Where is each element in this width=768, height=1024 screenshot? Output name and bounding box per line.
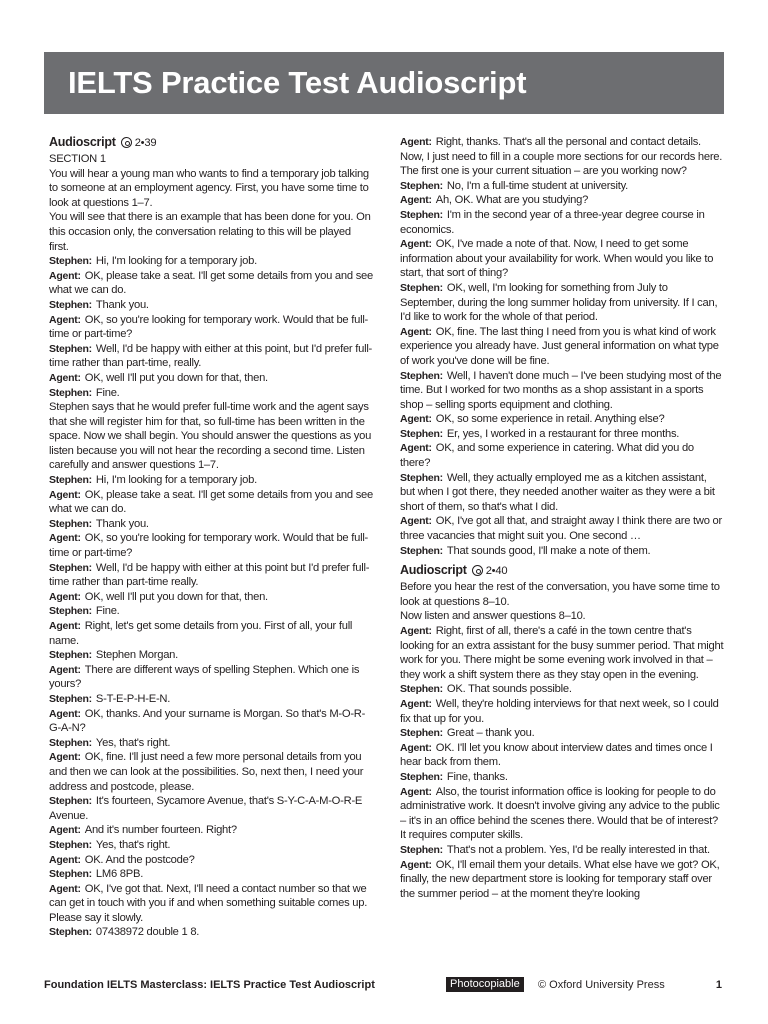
line-text: Stephen says that he would prefer full-time work and the agent says that she will register him for that, so full-time has been written in the space. Now we shall begin. You should answer the questions as you listen because you will not hear the recording a second time. Listen carefully and answer questions 1–7. xyxy=(49,401,372,472)
page-title: IELTS Practice Test Audioscript xyxy=(68,65,527,100)
right-column xyxy=(400,135,724,901)
speaker-label: Agent: xyxy=(49,488,81,501)
speaker-label: Stephen: xyxy=(400,770,443,783)
speaker-label: Agent: xyxy=(400,413,432,426)
dialogue-line xyxy=(49,692,373,707)
dialogue-line xyxy=(400,544,724,559)
line-text: OK, I've made a note of that. Now, I need to get some information about your availability for work. When would you like to start, that sort of thing? xyxy=(400,238,714,280)
line-text: Right, first of all, there's a café in the town centre that's looking for an extra assistant for the busy summer period. That might work for you. There might be some evening work involved in that – they work a shift system there as they stay open in the evening. xyxy=(400,625,724,681)
dialogue-line xyxy=(49,531,373,560)
speaker-label: Stephen: xyxy=(49,736,92,749)
speaker-label: Stephen: xyxy=(400,843,443,856)
speaker-label: Stephen: xyxy=(49,561,92,574)
speaker-label: Stephen: xyxy=(400,683,443,696)
dialogue-line xyxy=(49,707,373,736)
dialogue-line xyxy=(49,371,373,386)
speaker-label: Agent: xyxy=(400,325,432,338)
speaker-label: Stephen: xyxy=(400,727,443,740)
line-text: OK, thanks. And your surname is Morgan. So that's M-O-R-G-A-N? xyxy=(49,707,366,735)
dialogue-line xyxy=(49,386,373,401)
speaker-label: Agent: xyxy=(49,371,81,384)
line-text: Hi, I'm looking for a temporary job. xyxy=(95,474,257,487)
speaker-label: Agent: xyxy=(49,882,81,895)
line-text: Stephen Morgan. xyxy=(95,649,179,662)
dialogue-line xyxy=(400,471,724,515)
speaker-label: Stephen: xyxy=(49,795,92,808)
dialogue-line xyxy=(400,193,724,208)
dialogue-line xyxy=(400,179,724,194)
line-text: Fine, thanks. xyxy=(446,770,508,783)
page-number: 1 xyxy=(715,979,722,991)
footer xyxy=(44,976,724,994)
speaker-label: Stephen: xyxy=(49,517,92,530)
line-text: S-T-E-P-H-E-N. xyxy=(95,692,171,705)
photocopiable-badge: Photocopiable xyxy=(446,977,524,992)
speaker-label: Agent: xyxy=(400,785,432,798)
dialogue-line xyxy=(400,281,724,325)
dialogue-line xyxy=(49,517,373,532)
line-text: Thank you. xyxy=(95,517,149,530)
speaker-label: Agent: xyxy=(49,532,81,545)
dialogue-line xyxy=(49,313,373,342)
line-text: OK. That sounds possible. xyxy=(446,683,572,696)
speaker-label: Agent: xyxy=(49,269,81,282)
dialogue-line xyxy=(49,736,373,751)
dialogue-line xyxy=(400,682,724,697)
track-number xyxy=(121,137,157,149)
dialogue-line xyxy=(49,298,373,313)
footer-title: Foundation IELTS Masterclass: IELTS Practice Test Audioscript xyxy=(44,979,375,991)
line-text: No, I'm a full-time student at university. xyxy=(446,179,628,192)
line-text: Great – thank you. xyxy=(446,727,535,740)
speaker-label: Agent: xyxy=(49,663,81,676)
line-text: OK, please take a seat. I'll get some details from you and see what we can do. xyxy=(49,488,373,516)
speaker-label: Agent: xyxy=(49,707,81,720)
line-text: Well, they're holding interviews for that next week, so I could fix that up for you. xyxy=(400,697,719,725)
line-text: Er, yes, I worked in a restaurant for three months. xyxy=(446,427,680,440)
line-text: Fine. xyxy=(95,605,120,618)
dialogue-line xyxy=(49,867,373,882)
right-paragraphs-b xyxy=(400,580,724,901)
dialogue-line xyxy=(400,624,724,682)
line-text: OK, I've got all that, and straight away I think there are two or three vacancies that might suit you. One second … xyxy=(400,515,722,543)
dialogue-line xyxy=(49,882,373,926)
dialogue-line xyxy=(49,488,373,517)
left-column xyxy=(49,134,373,940)
speaker-label: Agent: xyxy=(400,625,432,637)
dialogue-line xyxy=(49,750,373,794)
line-text: There are different ways of spelling Stephen. Which one is yours? xyxy=(49,663,360,691)
audio-disc-icon xyxy=(472,565,483,576)
narration-paragraph xyxy=(49,210,373,254)
speaker-label: Stephen: xyxy=(49,342,92,355)
dialogue-line xyxy=(49,648,373,663)
speaker-label: Stephen: xyxy=(49,474,92,487)
speaker-label: Stephen: xyxy=(49,838,92,851)
line-text: Yes, that's right. xyxy=(95,736,171,749)
track-number-text: 2•39 xyxy=(134,137,157,149)
speaker-label: Agent: xyxy=(49,853,81,866)
speaker-label: Agent: xyxy=(49,313,81,326)
speaker-label: Stephen: xyxy=(49,255,92,268)
line-text: Well, I'd be happy with either at this point, but I'd prefer full-time rather than part-time, really. xyxy=(49,342,373,370)
line-text: OK. I'll let you know about interview dates and times once I hear back from them. xyxy=(400,741,713,769)
dialogue-line xyxy=(400,726,724,741)
narration-paragraph xyxy=(400,609,724,624)
dialogue-line xyxy=(49,269,373,298)
dialogue-line xyxy=(400,208,724,237)
dialogue-line xyxy=(400,741,724,770)
speaker-label: Agent: xyxy=(49,620,81,632)
dialogue-line xyxy=(400,843,724,858)
line-text: You will see that there is an example that has been done for you. On this occasion only, the conversation relating to this will be played first. xyxy=(49,211,371,253)
dialogue-line xyxy=(400,858,724,902)
line-text: Before you hear the rest of the conversation, you have some time to look at questions 8–10. xyxy=(400,581,720,608)
line-text: That sounds good, I'll make a note of them. xyxy=(446,544,651,557)
line-text: You will hear a young man who wants to find a temporary job talking to someone at an employment agency. First, you have some time to look at questions 1–7. xyxy=(49,167,369,209)
speaker-label: Stephen: xyxy=(49,649,92,662)
line-text: OK, well I'll put you down for that, then. xyxy=(84,371,268,384)
speaker-label: Agent: xyxy=(400,194,432,207)
dialogue-line xyxy=(49,473,373,488)
audioscript-heading xyxy=(49,134,373,152)
line-text: OK, so you're looking for temporary work. Would that be full-time or part-time? xyxy=(49,532,369,560)
speaker-label: Agent: xyxy=(49,590,81,603)
dialogue-line xyxy=(400,369,724,413)
speaker-label: Stephen: xyxy=(400,369,443,382)
line-text: Well, I'd be happy with either at this point but I'd prefer full-time rather than part-time really. xyxy=(49,561,370,589)
dialogue-line xyxy=(400,237,724,281)
narration-paragraph xyxy=(49,167,373,211)
line-text: Now listen and answer questions 8–10. xyxy=(400,610,586,623)
dialogue-line xyxy=(49,925,373,940)
track-number-text: 2•40 xyxy=(485,565,508,578)
line-text: Right, thanks. That's all the personal and contact details. Now, I just need to fill in a couple more sections for our records here. The first one is your current situation – are you working now? xyxy=(400,136,723,178)
line-text: OK, fine. The last thing I need from you is what kind of work experience you already have. Just general information on what type of work you've done will be fine. xyxy=(400,325,719,367)
speaker-label: Stephen: xyxy=(400,281,443,294)
line-text: Also, the tourist information office is looking for people to do administrative work. It doesn't involve giving any advice to the public – it's in an office behind the scenes there. Would that be of interest? It requires computer skills. xyxy=(400,785,720,842)
left-paragraphs xyxy=(49,152,373,940)
audioscript-heading xyxy=(400,562,724,580)
line-text: OK, and some experience in catering. What did you do there? xyxy=(400,442,694,470)
speaker-label: Stephen: xyxy=(400,544,443,557)
dialogue-line xyxy=(400,427,724,442)
speaker-label: Stephen: xyxy=(400,179,443,192)
audioscript-heading-label: Audioscript xyxy=(400,563,467,578)
line-text: LM6 8PB. xyxy=(95,868,144,881)
speaker-label: Stephen: xyxy=(400,471,443,484)
line-text: OK, well, I'm looking for something from July to September, during the long summer holiday from university. If I can, I'd like to work for the whole of that period. xyxy=(400,281,718,324)
speaker-label: Agent: xyxy=(400,697,432,710)
line-text: SECTION 1 xyxy=(49,153,106,165)
narration-paragraph xyxy=(49,152,373,167)
speaker-label: Stephen: xyxy=(49,692,92,705)
dialogue-line xyxy=(49,604,373,619)
dialogue-line xyxy=(400,325,724,369)
line-text: OK, well I'll put you down for that, then. xyxy=(84,590,268,603)
line-text: OK, I'll email them your details. What else have we got? OK, finally, the new department store is looking for temporary staff over the summer period – at the moment they're looking xyxy=(400,858,720,900)
line-text: OK, please take a seat. I'll get some details from you and see what we can do. xyxy=(49,269,373,297)
narration-paragraph xyxy=(400,580,724,609)
dialogue-line xyxy=(400,770,724,785)
line-text: That's not a problem. Yes, I'd be really interested in that. xyxy=(446,843,710,856)
dialogue-line xyxy=(49,342,373,371)
copyright-notice: © Oxford University Press xyxy=(538,979,665,991)
line-text: And it's number fourteen. Right? xyxy=(84,824,237,837)
track-number xyxy=(472,565,508,577)
dialogue-line xyxy=(49,794,373,823)
dialogue-line xyxy=(400,785,724,843)
dialogue-line xyxy=(400,697,724,726)
dialogue-line xyxy=(400,441,724,470)
line-text: OK, I've got that. Next, I'll need a contact number so that we can get in touch with you if and when something suitable comes up. Please say it slowly. xyxy=(49,882,368,924)
line-text: Ah, OK. What are you studying? xyxy=(435,194,589,207)
right-paragraphs-a xyxy=(400,135,724,558)
line-text: Well, I haven't done much – I've been studying most of the time. But I worked for two months as a shop assistant in a sports shop – selling sports equipment and clothing. xyxy=(400,369,722,411)
speaker-label: Agent: xyxy=(400,136,432,148)
audioscript-heading-label: Audioscript xyxy=(49,135,116,149)
line-text: It's fourteen, Sycamore Avenue, that's S-Y-C-A-M-O-R-E Avenue. xyxy=(49,795,363,822)
line-text: OK, so some experience in retail. Anything else? xyxy=(435,413,665,426)
speaker-label: Agent: xyxy=(400,515,432,528)
line-text: Yes, that's right. xyxy=(95,838,171,851)
speaker-label: Agent: xyxy=(400,442,432,455)
line-text: OK, so you're looking for temporary work. Would that be full-time or part-time? xyxy=(49,313,369,341)
dialogue-line xyxy=(400,412,724,427)
header-bar xyxy=(44,52,724,114)
dialogue-line xyxy=(400,514,724,543)
dialogue-line xyxy=(49,853,373,868)
audio-disc-icon xyxy=(121,137,132,148)
dialogue-line xyxy=(49,838,373,853)
narration-paragraph xyxy=(49,400,373,473)
speaker-label: Stephen: xyxy=(49,926,92,939)
line-text: 07438972 double 1 8. xyxy=(95,926,200,939)
dialogue-line xyxy=(49,619,373,648)
line-text: Well, they actually employed me as a kitchen assistant, but when I got there, they needed another waiter as they were a bit short of them, so that's what I did. xyxy=(400,471,715,513)
speaker-label: Stephen: xyxy=(49,605,92,618)
line-text: I'm in the second year of a three-year degree course in economics. xyxy=(400,208,705,236)
dialogue-line xyxy=(49,254,373,269)
speaker-label: Agent: xyxy=(49,751,81,764)
dialogue-line xyxy=(49,823,373,838)
line-text: Right, let's get some details from you. First of all, your full name. xyxy=(49,620,353,647)
speaker-label: Agent: xyxy=(49,824,81,837)
line-text: Fine. xyxy=(95,386,120,399)
speaker-label: Agent: xyxy=(400,741,432,754)
line-text: OK, fine. I'll just need a few more personal details from you and then we can look at the possibilities. So, next then, I need your address and postcode, please. xyxy=(49,751,364,793)
speaker-label: Agent: xyxy=(400,238,432,251)
line-text: Hi, I'm looking for a temporary job. xyxy=(95,255,257,268)
dialogue-line xyxy=(49,663,373,692)
speaker-label: Stephen: xyxy=(400,208,443,221)
dialogue-line xyxy=(49,561,373,590)
dialogue-line xyxy=(400,135,724,179)
speaker-label: Agent: xyxy=(400,858,432,871)
speaker-label: Stephen: xyxy=(49,868,92,881)
line-text: Thank you. xyxy=(95,298,149,311)
speaker-label: Stephen: xyxy=(49,298,92,311)
speaker-label: Stephen: xyxy=(49,386,92,399)
dialogue-line xyxy=(49,590,373,605)
speaker-label: Stephen: xyxy=(400,427,443,440)
line-text: OK. And the postcode? xyxy=(84,853,195,866)
